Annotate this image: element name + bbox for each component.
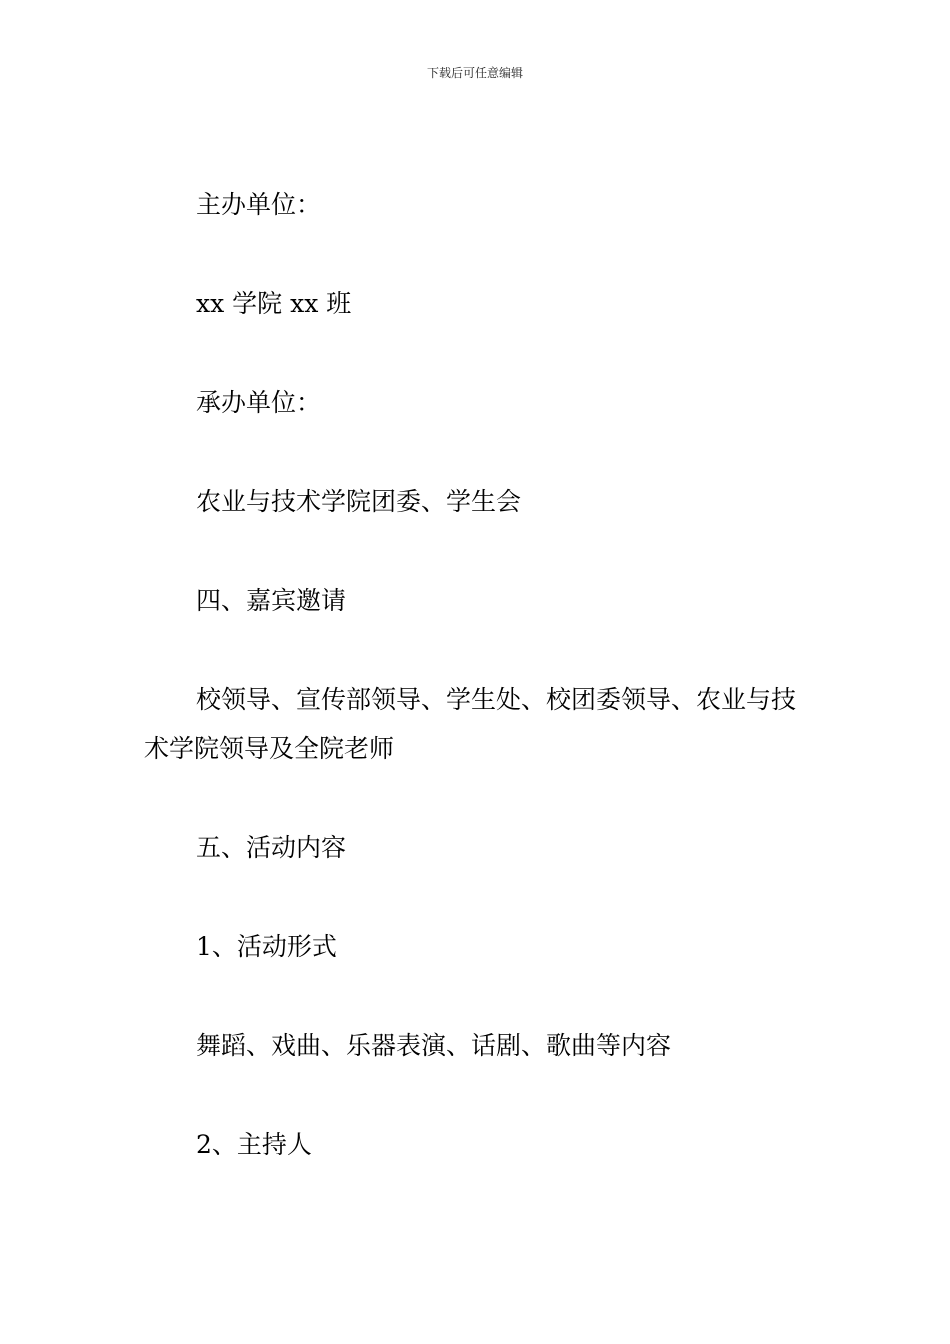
co-organizer-label: 承办单位： xyxy=(196,388,322,417)
format-description: 舞蹈、戏曲、乐器表演、话剧、歌曲等内容 xyxy=(196,1031,672,1060)
subheading-format: 1、活动形式 xyxy=(196,932,337,961)
document-body xyxy=(144,180,809,1219)
organizer-label: 主办单位： xyxy=(196,190,322,219)
section-heading-guests: 四、嘉宾邀请 xyxy=(196,586,347,615)
organizer-value: xx 学院 xx 班 xyxy=(196,289,352,318)
page-header: 下载后可任意编辑 xyxy=(426,66,523,80)
section-heading-content: 五、活动内容 xyxy=(196,833,347,862)
guests-list: 校领导、宣传部领导、学生处、校团委领导、农业与技术学院领导及全院老师 xyxy=(144,685,797,763)
subheading-host: 2、主持人 xyxy=(196,1130,312,1159)
co-organizer-value: 农业与技术学院团委、学生会 xyxy=(196,487,522,516)
